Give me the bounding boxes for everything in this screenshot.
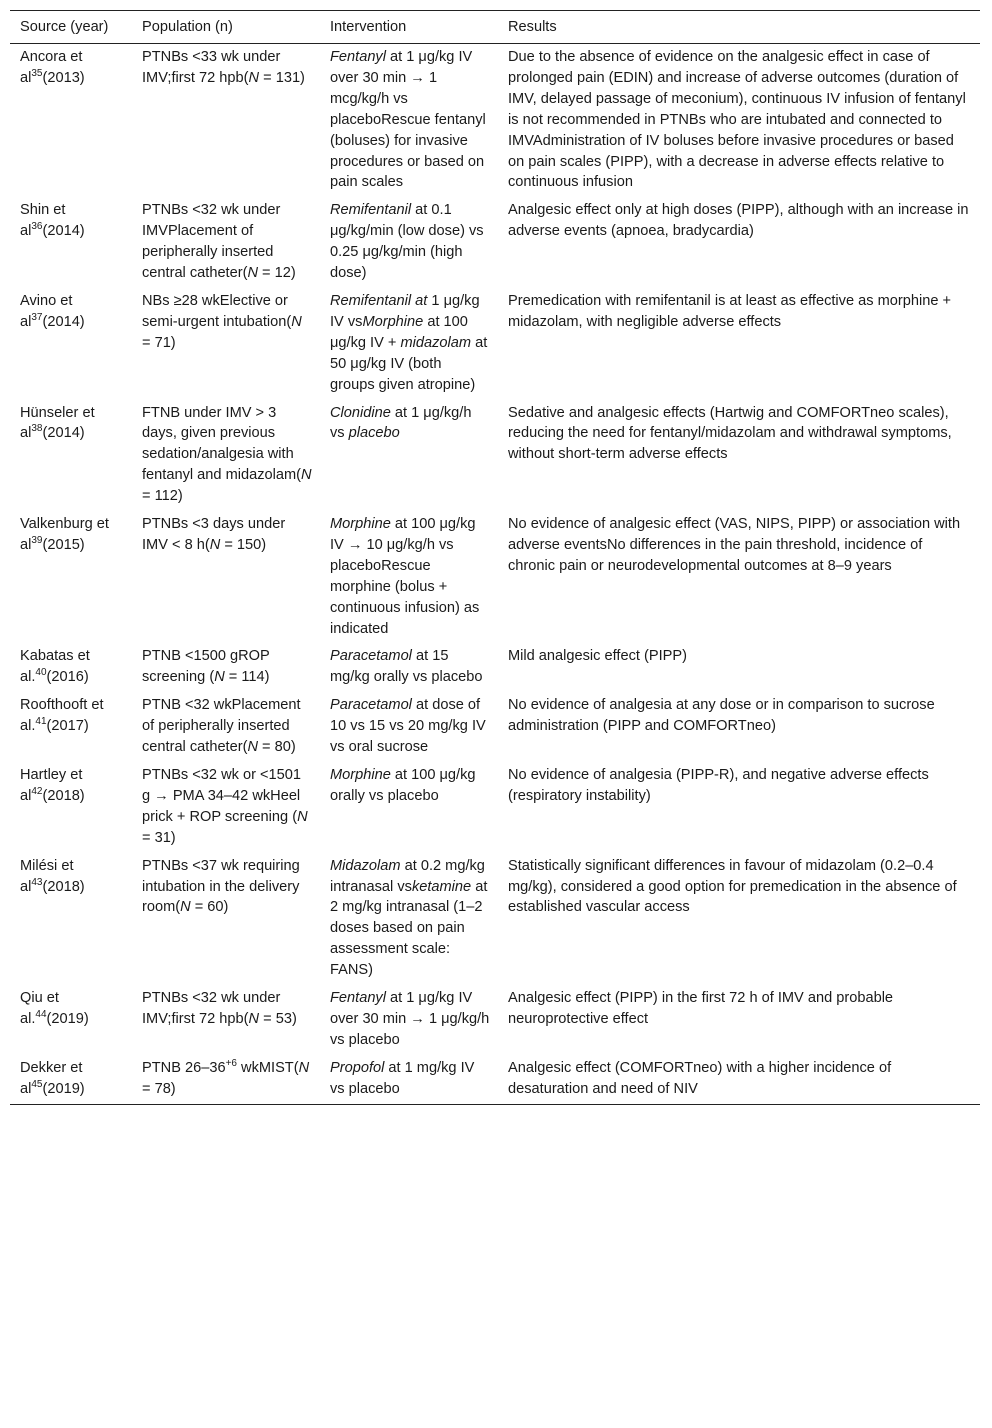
cell-results: Analgesic effect (PIPP) in the first 72 h of IMV and probable neuroprotective effect [508, 990, 894, 1027]
source-author: Shin et al [20, 202, 66, 240]
cell-source [10, 288, 132, 400]
cell-intervention: Paracetamol at 15 mg/kg orally vs placebo [330, 648, 483, 686]
cell-results: Premedication with remifentanil is at least as effective as morphine + midazolam, with negligible adverse effects [508, 292, 952, 330]
source-year: (2018) [42, 787, 85, 804]
cell-results: Sedative and analgesic effects (Hartwig and COMFORTneo scales), reducing the need for fentanyl/midazolam and withdrawal symptoms, without short-term adverse effects [508, 404, 952, 463]
cell-population: PTNBs <32 wk under IMVPlacement of peripherally inserted central catheter(N = 12) [142, 202, 296, 282]
source-year: (2014) [42, 223, 85, 240]
source-year: (2019) [42, 1080, 85, 1097]
cell-results: Statistically significant differences in favour of midazolam (0.2–0.4 mg/kg), considered a good option for premedication in the absence of established vascular access [508, 857, 957, 916]
header-intervention: Intervention [320, 11, 498, 44]
source-author: Ancora et al [20, 49, 83, 86]
cell-source [10, 985, 132, 1055]
cell-population: FTNB under IMV > 3 days, given previous sedation/analgesia with fentanyl and midazolam(N = 112) [142, 404, 312, 505]
cell-intervention: Remifentanil at 0.1 μg/kg/min (low dose) vs 0.25 μg/kg/min (high dose) [330, 202, 484, 282]
table-row [10, 400, 980, 512]
table-row [10, 511, 980, 643]
source-author: Dekker et al [20, 1059, 83, 1097]
source-year: (2019) [46, 1010, 89, 1027]
cell-source [10, 1055, 132, 1104]
source-year: (2016) [46, 669, 89, 686]
cell-population: NBs ≥28 wkElective or semi-urgent intubation(N = 71) [142, 292, 302, 351]
source-author: Kabatas et al. [20, 648, 90, 686]
source-author: Milési et al [20, 857, 74, 895]
cell-intervention: Morphine at 100 μg/kg IV → 10 μg/kg/h vs placeboRescue morphine (bolus + continuous infusion) as indicated [330, 516, 480, 637]
source-year: (2015) [42, 536, 85, 553]
table-row [10, 44, 980, 198]
source-reference: 39 [31, 534, 43, 546]
source-author: Hartley et al [20, 767, 83, 804]
table-row [10, 985, 980, 1055]
cell-source [10, 692, 132, 762]
table-body [10, 44, 980, 1105]
evidence-table [10, 10, 980, 1105]
header-population: Population (n) [132, 11, 320, 44]
source-reference: 40 [35, 667, 47, 679]
cell-source [10, 643, 132, 692]
source-reference: 42 [31, 785, 43, 797]
source-year: (2018) [42, 878, 85, 895]
header-results: Results [498, 11, 980, 44]
cell-intervention: Clonidine at 1 μg/kg/h vs placebo [330, 404, 472, 442]
source-reference: 43 [31, 876, 43, 888]
cell-intervention: Propofol at 1 mg/kg IV vs placebo [320, 1055, 498, 1104]
cell-source [10, 853, 132, 985]
cell-population: PTNBs <33 wk under IMV;first 72 hpb(N = 131) [142, 49, 305, 86]
source-year: (2014) [42, 313, 85, 330]
source-reference: 35 [31, 67, 43, 79]
source-author: Roofthooft et al. [20, 697, 104, 735]
cell-population: PTNBs <3 days under IMV < 8 h(N = 150) [142, 516, 286, 553]
table-row [10, 288, 980, 400]
cell-population: PTNB $26-36^{+6}$ wkMIST(N = 78) [132, 1055, 320, 1104]
header-source: Source (year) [10, 11, 132, 44]
source-reference: 41 [35, 716, 47, 728]
table-row [10, 853, 980, 985]
source-reference: 37 [31, 311, 43, 323]
cell-population: PTNBs <32 wk under IMV;first 72 hpb(N = 53) [142, 990, 297, 1027]
cell-intervention: Paracetamol at dose of 10 vs 15 vs 20 mg/kg IV vs oral sucrose [330, 697, 486, 756]
table-row [10, 643, 980, 692]
cell-source [10, 511, 132, 643]
source-reference: 44 [35, 1008, 47, 1020]
source-reference: 36 [31, 221, 43, 233]
cell-results: Analgesic effect (COMFORTneo) with a higher incidence of desaturation and need of NIV [498, 1055, 980, 1104]
table-header [10, 11, 980, 44]
source-year: (2014) [42, 425, 85, 442]
cell-source [10, 400, 132, 512]
source-author: Avino et al [20, 292, 73, 330]
table-row [10, 692, 980, 762]
table-row [10, 762, 980, 853]
cell-population: PTNBs <32 wk or <1501 g → PMA 34–42 wkHeel prick + ROP screening (N = 31) [142, 767, 308, 846]
cell-results: Due to the absence of evidence on the analgesic effect in case of prolonged pain (EDIN) and increase of adverse outcomes (duration of IMV, delayed passage of meconium), continuous IV infusion of fentanyl is not recommended in PTNBs who are intubated and connected to IMVAdministration of IV boluses before invasive procedures or based on pain scales (PIPP), with a decrease in adverse effects relative to continuous infusion [508, 49, 966, 191]
cell-source [10, 197, 132, 288]
header-row [10, 11, 980, 44]
cell-results: No evidence of analgesia at any dose or in comparison to sucrose administration (PIPP and COMFORTneo) [508, 697, 935, 735]
cell-population: PTNB <32 wkPlacement of peripherally inserted central catheter(N = 80) [142, 697, 301, 756]
cell-population: PTNB <1500 gROP screening (N = 114) [142, 648, 270, 686]
source-year: (2013) [42, 69, 85, 86]
cell-results: No evidence of analgesic effect (VAS, NIPS, PIPP) or association with adverse eventsNo differences in the pain threshold, incidence of chronic pain or neurodevelopmental outcomes at 8–9 years [508, 516, 961, 574]
cell-intervention: Midazolam at 0.2 mg/kg intranasal vsketamine at 2 mg/kg intranasal (1–2 doses based on pain assessment scale: FANS) [330, 857, 488, 979]
cell-source [10, 762, 132, 853]
cell-intervention: Fentanyl at 1 μg/kg IV over 30 min → 1 mcg/kg/h vs placeboRescue fentanyl (boluses) for invasive procedures or based on pain scales [330, 49, 486, 191]
table-row [10, 1055, 980, 1104]
source-year: (2017) [46, 718, 89, 735]
source-author: Qiu et al. [20, 990, 59, 1027]
source-reference: 45 [31, 1078, 43, 1090]
cell-intervention: Morphine at 100 μg/kg orally vs placebo [330, 767, 476, 804]
cell-intervention: Fentanyl at 1 μg/kg IV over 30 min → 1 μg/kg/h vs placebo [330, 990, 490, 1048]
table-row [10, 197, 980, 288]
cell-results: Mild analgesic effect (PIPP) [508, 648, 687, 665]
cell-intervention: Remifentanil at 1 μg/kg IV vsMorphine at 100 μg/kg IV + midazolam at 50 μg/kg IV (both groups given atropine) [330, 292, 488, 393]
source-author: Valkenburg et al [20, 516, 109, 553]
cell-results: Analgesic effect only at high doses (PIPP), although with an increase in adverse events (apnoea, bradycardia) [508, 202, 969, 240]
cell-population: PTNBs <37 wk requiring intubation in the delivery room(N = 60) [142, 857, 300, 916]
source-reference: 38 [31, 423, 43, 435]
evidence-table-container [10, 10, 980, 1105]
source-author: Hünseler et al [20, 404, 95, 442]
cell-source [10, 44, 132, 198]
cell-results: No evidence of analgesia (PIPP-R), and negative adverse effects (respiratory instability) [508, 767, 929, 804]
